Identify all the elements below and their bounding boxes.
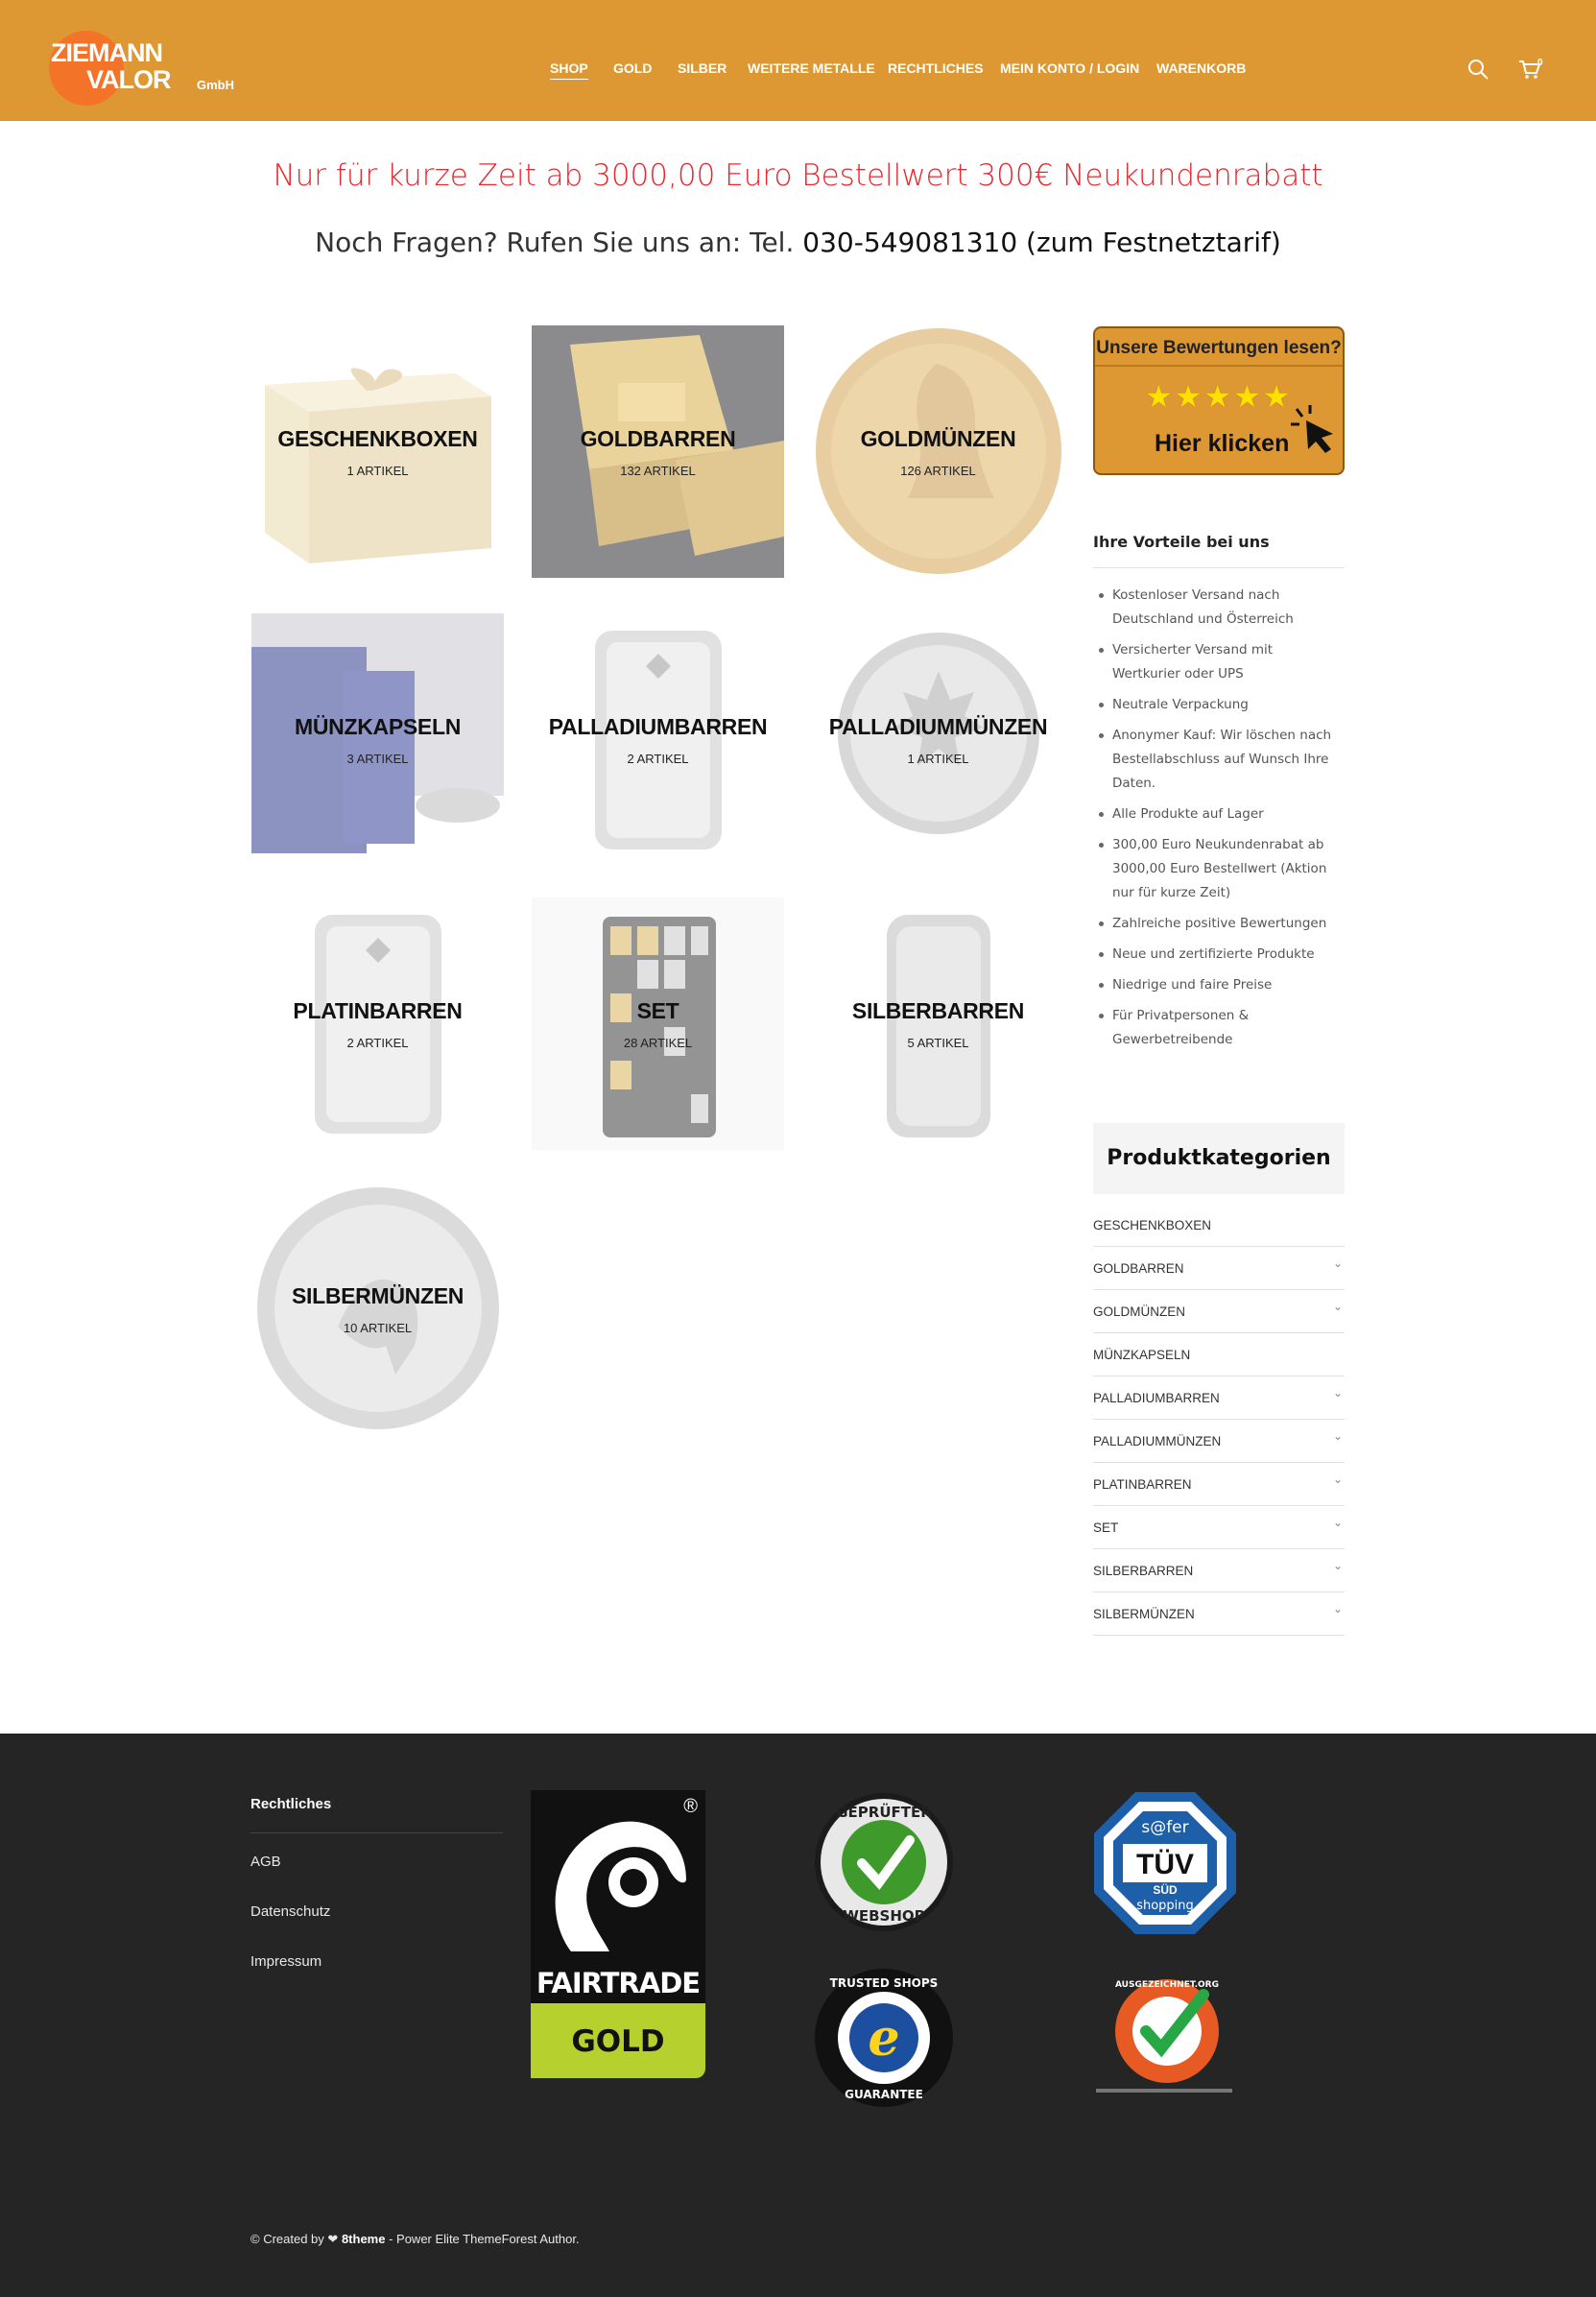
- advantage-item: Kostenloser Versand nach Deutschland und Österreich: [1093, 584, 1345, 632]
- chevron-down-icon[interactable]: ⌄: [1332, 1256, 1343, 1270]
- copyright: [250, 2232, 580, 2247]
- reviews-divider: [1095, 365, 1343, 367]
- advantage-item: Alle Produkte auf Lager: [1093, 802, 1345, 826]
- nav-silber[interactable]: SILBER: [678, 60, 727, 76]
- product-category-label[interactable]: GOLDBARREN: [1093, 1261, 1184, 1276]
- promo-contact: [0, 227, 1596, 258]
- tuv-sued-seal-icon: [1092, 1790, 1238, 1936]
- category-title: PALLADIUMBARREN: [548, 714, 768, 739]
- category-title: GESCHENKBOXEN: [277, 426, 478, 451]
- product-categories-list: [1093, 1204, 1345, 1636]
- copyright-suffix: - Power Elite ThemeForest Author.: [389, 2232, 580, 2246]
- product-category-label[interactable]: SILBERMÜNZEN: [1093, 1607, 1195, 1621]
- product-category-item[interactable]: [1093, 1506, 1345, 1549]
- footer-divider: [250, 1832, 503, 1833]
- star-rating-icon: ★★★★★: [1145, 379, 1293, 414]
- tuv-mark: TÜV: [1136, 1849, 1194, 1880]
- advantage-item: Neue und zertifizierte Produkte: [1093, 943, 1345, 967]
- advantage-item: Neutrale Verpackung: [1093, 693, 1345, 717]
- logo-suffix: GmbH: [197, 78, 234, 92]
- category-title: PALLADIUMMÜNZEN: [828, 714, 1048, 739]
- category-count: 2 ARTIKEL: [627, 752, 689, 766]
- site-header: [0, 0, 1596, 121]
- product-category-label[interactable]: PALLADIUMMÜNZEN: [1093, 1434, 1222, 1448]
- registered-mark: ®: [683, 1796, 698, 1817]
- promo-discount: Nur für kurze Zeit ab 3000,00 Euro Bestellwert 300€ Neukundenrabatt: [273, 158, 1323, 193]
- product-category-item[interactable]: [1093, 1247, 1345, 1290]
- logo-line-2: VALOR: [86, 65, 171, 94]
- footer-link-datenschutz[interactable]: Datenschutz: [250, 1903, 331, 1920]
- category-count: 28 ARTIKEL: [623, 1036, 693, 1050]
- product-category-label[interactable]: GESCHENKBOXEN: [1093, 1218, 1212, 1232]
- tuv-top: s@fer: [1141, 1818, 1189, 1837]
- product-category-item[interactable]: [1093, 1204, 1345, 1247]
- fairtrade-label: FAIRTRADE: [536, 1967, 701, 1999]
- webshop-seal-icon: [812, 1790, 956, 1934]
- category-tile-set[interactable]: [532, 897, 784, 1150]
- product-category-label[interactable]: PLATINBARREN: [1093, 1477, 1192, 1492]
- advantage-item: Anonymer Kauf: Wir löschen nach Bestellabschluss auf Wunsch Ihre Daten.: [1093, 724, 1345, 796]
- category-tile-goldmuenzen[interactable]: [812, 325, 1064, 578]
- reviews-cta: Hier klicken: [1155, 430, 1290, 457]
- advantages-heading: Ihre Vorteile bei uns: [1093, 533, 1270, 551]
- footer-link-agb[interactable]: AGB: [250, 1854, 281, 1870]
- advantages-divider: [1093, 567, 1345, 568]
- search-icon[interactable]: [1465, 56, 1491, 83]
- reviews-question: Unsere Bewertungen lesen?: [1096, 338, 1342, 358]
- webshop-seal-top: GEPRÜFTER: [836, 1804, 932, 1821]
- advantage-item: 300,00 Euro Neukundenrabat ab 3000,00 Euro Bestellwert (Aktion nur für kurze Zeit): [1093, 833, 1345, 905]
- category-tile-palladiummuenzen[interactable]: [812, 613, 1064, 866]
- category-tile-silbermuenzen[interactable]: [251, 1183, 504, 1435]
- svg-text:e: e: [868, 2009, 900, 2068]
- advantage-item: Versicherter Versand mit Wertkurier oder UPS: [1093, 638, 1345, 686]
- product-category-item[interactable]: [1093, 1376, 1345, 1420]
- category-title: PLATINBARREN: [293, 998, 463, 1023]
- webshop-seal-bottom: WEBSHOP: [843, 1907, 925, 1925]
- advantages-list: [1093, 584, 1345, 1059]
- category-tile-platinbarren[interactable]: [251, 897, 504, 1150]
- product-categories-heading: Produktkategorien: [1107, 1146, 1331, 1170]
- product-category-label[interactable]: GOLDMÜNZEN: [1093, 1304, 1186, 1319]
- category-tile-muenzkapseln[interactable]: [251, 613, 504, 866]
- logo-line-1: ZIEMANN: [51, 38, 162, 67]
- category-tile-palladiumbarren[interactable]: [532, 613, 784, 866]
- copyright-brand[interactable]: 8theme: [341, 2232, 386, 2246]
- category-tile-geschenkboxen[interactable]: [251, 325, 504, 578]
- tuv-bottom: shopping: [1136, 1899, 1194, 1913]
- nav-weitere-metalle[interactable]: WEITERE METALLE: [748, 60, 875, 76]
- category-count: 132 ARTIKEL: [620, 464, 696, 478]
- product-categories-header: [1093, 1123, 1345, 1194]
- chevron-down-icon[interactable]: ⌄: [1332, 1300, 1343, 1313]
- category-tile-silberbarren[interactable]: [812, 897, 1064, 1150]
- copyright-prefix: © Created by: [250, 2232, 324, 2246]
- chevron-down-icon[interactable]: ⌄: [1332, 1472, 1343, 1486]
- product-category-item[interactable]: [1093, 1333, 1345, 1376]
- product-category-label[interactable]: SET: [1093, 1520, 1119, 1535]
- tuv-sued: SÜD: [1153, 1883, 1178, 1897]
- advantage-item: Zahlreiche positive Bewertungen: [1093, 912, 1345, 936]
- promo-question: Noch Fragen? Rufen Sie uns an: Tel.: [315, 227, 795, 258]
- category-title: MÜNZKAPSELN: [294, 714, 462, 739]
- chevron-down-icon[interactable]: ⌄: [1332, 1602, 1343, 1615]
- chevron-down-icon[interactable]: ⌄: [1332, 1559, 1343, 1572]
- category-count: 3 ARTIKEL: [346, 752, 409, 766]
- cart-count: 0: [1537, 58, 1543, 68]
- heart-icon: ❤: [327, 2232, 339, 2246]
- nav-konto-login[interactable]: MEIN KONTO / LOGIN: [1000, 60, 1140, 76]
- site-footer: [0, 1734, 1596, 2297]
- nav-warenkorb[interactable]: WARENKORB: [1156, 60, 1247, 76]
- category-count: 1 ARTIKEL: [346, 464, 409, 478]
- ausgezeichnet-label: AUSGEZEICHNET.ORG: [1114, 1980, 1220, 1990]
- fairtrade-logo-icon: [542, 1807, 694, 1961]
- reviews-button[interactable]: [1093, 326, 1345, 475]
- category-count: 126 ARTIKEL: [900, 464, 976, 478]
- chevron-down-icon[interactable]: ⌄: [1332, 1429, 1343, 1443]
- footer-link-impressum[interactable]: Impressum: [250, 1953, 322, 1970]
- category-count: 10 ARTIKEL: [343, 1321, 413, 1335]
- chevron-down-icon[interactable]: ⌄: [1332, 1516, 1343, 1529]
- category-count: 2 ARTIKEL: [346, 1036, 409, 1050]
- product-category-item[interactable]: [1093, 1420, 1345, 1463]
- fairtrade-gold-badge: [531, 1790, 705, 2078]
- category-count: 5 ARTIKEL: [907, 1036, 969, 1050]
- footer-legal-heading: Rechtliches: [250, 1796, 332, 1812]
- trusted-shops-top: TRUSTED SHOPS: [829, 1976, 939, 1990]
- chevron-down-icon[interactable]: ⌄: [1332, 1386, 1343, 1400]
- product-category-item[interactable]: [1093, 1463, 1345, 1506]
- nav-shop[interactable]: SHOP: [550, 60, 588, 80]
- product-category-label[interactable]: PALLADIUMBARREN: [1093, 1391, 1220, 1405]
- product-category-item[interactable]: [1093, 1549, 1345, 1592]
- product-category-label[interactable]: MÜNZKAPSELN: [1093, 1348, 1191, 1362]
- product-category-item[interactable]: [1093, 1290, 1345, 1333]
- advantage-item: Niedrige und faire Preise: [1093, 973, 1345, 997]
- main-nav: [0, 60, 1596, 80]
- ausgezeichnet-seal-icon: [1092, 1975, 1236, 2110]
- category-title: SILBERMÜNZEN: [291, 1283, 465, 1308]
- product-category-item[interactable]: [1093, 1592, 1345, 1636]
- category-count: 1 ARTIKEL: [907, 752, 969, 766]
- fairtrade-gold-strip: [531, 2003, 705, 2078]
- category-title: GOLDBARREN: [580, 426, 736, 451]
- trusted-shops-seal-icon: [812, 1966, 956, 2110]
- pointer-cursor-icon: [1289, 403, 1341, 455]
- trusted-shops-bottom: GUARANTEE: [845, 2088, 923, 2101]
- fairtrade-tier: GOLD: [571, 2024, 665, 2059]
- category-title: SILBERBARREN: [851, 998, 1025, 1023]
- nav-gold[interactable]: GOLD: [613, 60, 653, 76]
- category-title: SET: [636, 998, 679, 1023]
- nav-rechtliches[interactable]: RECHTLICHES: [888, 60, 984, 76]
- product-category-label[interactable]: SILBERBARREN: [1093, 1564, 1194, 1578]
- promo-phone[interactable]: 030-549081310 (zum Festnetztarif): [802, 227, 1281, 258]
- category-title: GOLDMÜNZEN: [860, 426, 1016, 451]
- category-tile-goldbarren[interactable]: [532, 325, 784, 578]
- advantage-item: Für Privatpersonen & Gewerbetreibende: [1093, 1004, 1345, 1052]
